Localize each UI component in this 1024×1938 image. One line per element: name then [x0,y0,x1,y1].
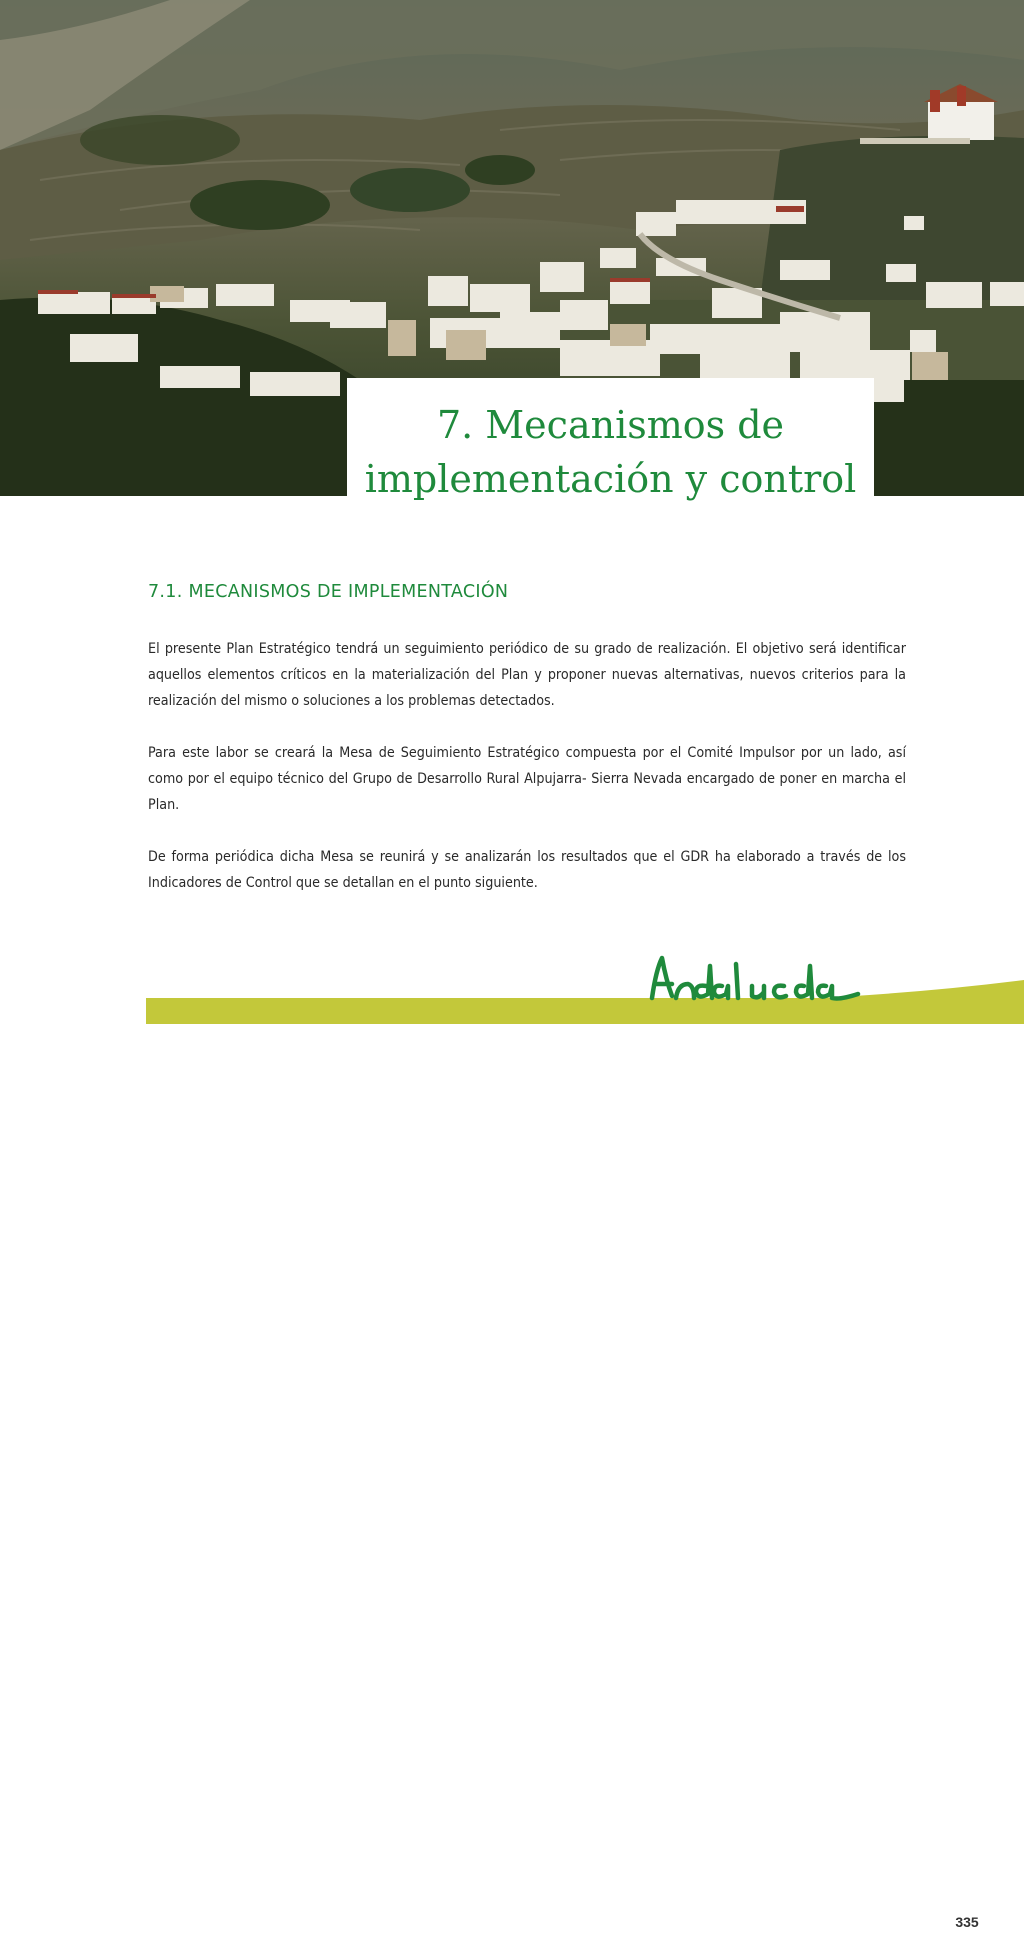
footer-band [146,980,1024,1024]
paragraph-3: De forma periódica dicha Mesa se reunirá y se analizarán los resultados que el GDR ha elaborado a través de los Indicadores de Control que se detallan en el punto siguiente. [148,849,906,891]
chapter-title-line-2: implementación y control [364,457,857,501]
page-footer [0,940,1024,1930]
andalucia-logo-icon [652,958,858,999]
chapter-title [347,378,874,506]
paragraph-2: Para este labor se creará la Mesa de Seguimiento Estratégico compuesta por el Comité Impulsor por un lado, así como por el equipo técnico del Grupo de Desarrollo Rural Alpujarra- Sierra Nevada encargado de poner en marcha el Plan. [148,745,906,813]
paragraph-1: El presente Plan Estratégico tendrá un seguimiento periódico de su grado de realización. El objetivo será identificar aquellos elementos críticos en la materialización del Plan y proponer nuevas alternativas, nuevos criterios para la realización del mismo o soluciones a los problemas detectados. [148,641,906,709]
section-heading: 7.1. MECANISMOS DE IMPLEMENTACIÓN [148,582,509,602]
body-text [148,636,906,922]
chapter-title-line-1: 7. Mecanismos de [436,403,785,447]
chapter-title-box [347,378,874,501]
footer-graphic [0,940,1024,1024]
page-number: 335 [946,1906,988,1938]
